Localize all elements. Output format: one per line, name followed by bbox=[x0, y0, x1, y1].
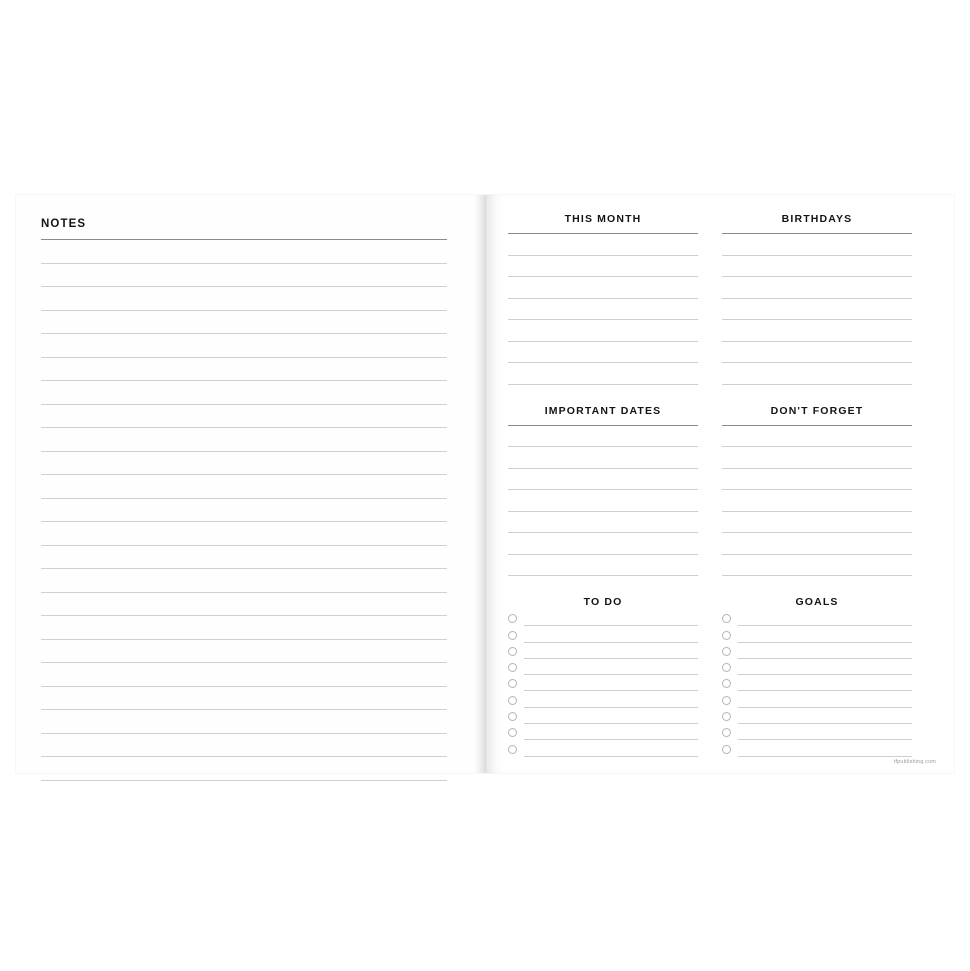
checkbox-circle-icon[interactable] bbox=[722, 728, 731, 737]
checkbox-circle-icon[interactable] bbox=[722, 631, 731, 640]
writing-line[interactable] bbox=[508, 469, 698, 491]
writing-line[interactable] bbox=[508, 342, 698, 364]
checkbox-circle-icon[interactable] bbox=[508, 679, 517, 688]
checklist-rows[interactable] bbox=[508, 610, 698, 757]
writing-line[interactable] bbox=[738, 642, 912, 659]
section-writing-lines[interactable] bbox=[722, 234, 912, 385]
top-sections-row bbox=[508, 213, 936, 385]
writing-line[interactable] bbox=[41, 381, 447, 405]
writing-line[interactable] bbox=[738, 739, 912, 756]
checklist-row bbox=[508, 596, 936, 757]
writing-line[interactable] bbox=[41, 522, 447, 546]
planner-spread bbox=[16, 195, 954, 773]
writing-line[interactable] bbox=[722, 512, 912, 534]
checkbox-circle-icon[interactable] bbox=[508, 631, 517, 640]
checklist-row[interactable] bbox=[508, 724, 698, 740]
section-title: DON'T FORGET bbox=[770, 404, 864, 417]
writing-line[interactable] bbox=[722, 447, 912, 469]
checklist-row[interactable] bbox=[508, 740, 698, 756]
writing-line[interactable] bbox=[41, 334, 447, 358]
publisher-credit: tfpublishing.com bbox=[893, 759, 936, 765]
section-birthdays bbox=[722, 213, 912, 385]
writing-line[interactable] bbox=[41, 640, 447, 664]
checklist-row[interactable] bbox=[508, 691, 698, 707]
writing-line[interactable] bbox=[41, 710, 447, 734]
writing-line[interactable] bbox=[738, 625, 912, 642]
spacer bbox=[508, 385, 936, 405]
writing-line[interactable] bbox=[722, 490, 912, 512]
notes-writing-lines[interactable] bbox=[41, 240, 447, 781]
checklist-row[interactable] bbox=[722, 610, 912, 626]
writing-line[interactable] bbox=[722, 426, 912, 448]
writing-line[interactable] bbox=[524, 609, 698, 626]
writing-line[interactable] bbox=[508, 512, 698, 534]
checklist-row[interactable] bbox=[508, 610, 698, 626]
writing-line[interactable] bbox=[41, 593, 447, 617]
writing-line[interactable] bbox=[41, 428, 447, 452]
checkbox-circle-icon[interactable] bbox=[508, 745, 517, 754]
writing-line[interactable] bbox=[524, 674, 698, 691]
checklist-row[interactable] bbox=[722, 708, 912, 724]
checkbox-circle-icon[interactable] bbox=[508, 614, 517, 623]
checklist-row[interactable] bbox=[508, 708, 698, 724]
section-title: BIRTHDAYS bbox=[781, 213, 853, 225]
writing-line[interactable] bbox=[41, 264, 447, 288]
middle-sections-row bbox=[508, 405, 936, 577]
section-title: THIS MONTH bbox=[564, 213, 642, 225]
writing-line[interactable] bbox=[722, 363, 912, 385]
section-title: IMPORTANT DATES bbox=[544, 404, 662, 417]
checklist-row[interactable] bbox=[508, 626, 698, 642]
writing-line[interactable] bbox=[722, 299, 912, 321]
notes-title: NOTES bbox=[41, 218, 87, 230]
writing-line[interactable] bbox=[508, 299, 698, 321]
writing-line[interactable] bbox=[508, 490, 698, 512]
checklist-rows[interactable] bbox=[722, 610, 912, 757]
writing-line[interactable] bbox=[738, 609, 912, 626]
writing-line[interactable] bbox=[41, 358, 447, 382]
writing-line[interactable] bbox=[41, 616, 447, 640]
writing-line[interactable] bbox=[508, 277, 698, 299]
spacer bbox=[508, 576, 936, 596]
checklist-row[interactable] bbox=[722, 626, 912, 642]
writing-line[interactable] bbox=[508, 320, 698, 342]
writing-line[interactable] bbox=[41, 757, 447, 781]
checklist-title: GOALS bbox=[795, 596, 839, 608]
writing-line[interactable] bbox=[738, 707, 912, 724]
checkbox-circle-icon[interactable] bbox=[508, 663, 517, 672]
checkbox-circle-icon[interactable] bbox=[508, 696, 517, 705]
writing-line[interactable] bbox=[524, 658, 698, 675]
checkbox-circle-icon[interactable] bbox=[722, 647, 731, 656]
section-writing-lines[interactable] bbox=[722, 426, 912, 577]
writing-line[interactable] bbox=[738, 658, 912, 675]
writing-line[interactable] bbox=[41, 287, 447, 311]
checklist-title: TO DO bbox=[583, 596, 623, 608]
writing-line[interactable] bbox=[524, 642, 698, 659]
writing-line[interactable] bbox=[41, 452, 447, 476]
checkbox-circle-icon[interactable] bbox=[722, 712, 731, 721]
checkbox-circle-icon[interactable] bbox=[722, 745, 731, 754]
writing-line[interactable] bbox=[722, 234, 912, 256]
section-writing-lines[interactable] bbox=[508, 426, 698, 577]
writing-line[interactable] bbox=[738, 690, 912, 707]
checkbox-circle-icon[interactable] bbox=[722, 663, 731, 672]
checklist-row[interactable] bbox=[722, 740, 912, 756]
writing-line[interactable] bbox=[524, 739, 698, 756]
writing-line[interactable] bbox=[508, 447, 698, 469]
writing-line[interactable] bbox=[524, 723, 698, 740]
section-writing-lines[interactable] bbox=[508, 234, 698, 385]
writing-line[interactable] bbox=[41, 663, 447, 687]
writing-line[interactable] bbox=[508, 234, 698, 256]
checklist-row[interactable] bbox=[508, 659, 698, 675]
notes-section bbox=[41, 218, 447, 781]
writing-line[interactable] bbox=[738, 674, 912, 691]
section-this-month bbox=[508, 213, 698, 385]
checkbox-circle-icon[interactable] bbox=[722, 696, 731, 705]
checklist-row[interactable] bbox=[722, 675, 912, 691]
checkbox-circle-icon[interactable] bbox=[722, 679, 731, 688]
writing-line[interactable] bbox=[524, 625, 698, 642]
checklist-to-do bbox=[508, 596, 698, 757]
right-page-content bbox=[508, 213, 936, 763]
writing-line[interactable] bbox=[508, 533, 698, 555]
checklist-row[interactable] bbox=[722, 643, 912, 659]
writing-line[interactable] bbox=[41, 687, 447, 711]
right-page bbox=[486, 195, 954, 773]
writing-line[interactable] bbox=[41, 734, 447, 758]
checklist-goals bbox=[722, 596, 912, 757]
checklist-row[interactable] bbox=[722, 724, 912, 740]
checkbox-circle-icon[interactable] bbox=[508, 647, 517, 656]
writing-line[interactable] bbox=[738, 723, 912, 740]
writing-line[interactable] bbox=[508, 426, 698, 448]
checklist-row[interactable] bbox=[508, 643, 698, 659]
writing-line[interactable] bbox=[41, 405, 447, 429]
writing-line[interactable] bbox=[41, 311, 447, 335]
checkbox-circle-icon[interactable] bbox=[508, 712, 517, 721]
checklist-row[interactable] bbox=[722, 691, 912, 707]
writing-line[interactable] bbox=[722, 277, 912, 299]
writing-line[interactable] bbox=[722, 342, 912, 364]
writing-line[interactable] bbox=[524, 707, 698, 724]
checklist-row[interactable] bbox=[508, 675, 698, 691]
writing-line[interactable] bbox=[41, 240, 447, 264]
writing-line[interactable] bbox=[722, 533, 912, 555]
writing-line[interactable] bbox=[722, 469, 912, 491]
section-dont-forget bbox=[722, 405, 912, 577]
writing-line[interactable] bbox=[508, 256, 698, 278]
writing-line[interactable] bbox=[41, 546, 447, 570]
writing-line[interactable] bbox=[722, 555, 912, 577]
writing-line[interactable] bbox=[508, 363, 698, 385]
writing-line[interactable] bbox=[508, 555, 698, 577]
checkbox-circle-icon[interactable] bbox=[722, 614, 731, 623]
writing-line[interactable] bbox=[41, 499, 447, 523]
left-page bbox=[16, 195, 486, 773]
section-important-dates bbox=[508, 405, 698, 577]
writing-line[interactable] bbox=[524, 690, 698, 707]
writing-line[interactable] bbox=[41, 569, 447, 593]
writing-line[interactable] bbox=[41, 475, 447, 499]
checkbox-circle-icon[interactable] bbox=[508, 728, 517, 737]
writing-line[interactable] bbox=[722, 320, 912, 342]
writing-line[interactable] bbox=[722, 256, 912, 278]
checklist-row[interactable] bbox=[722, 659, 912, 675]
